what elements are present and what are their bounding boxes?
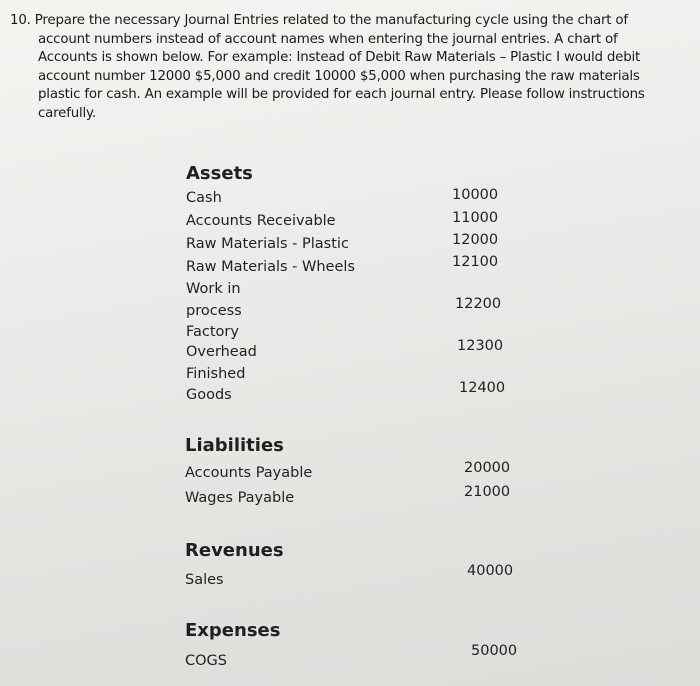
assets-heading: Assets	[186, 163, 253, 184]
question-line: account numbers instead of account names when entering the journal entries. A chart of	[38, 31, 618, 47]
account-number-cash: 10000	[452, 187, 499, 203]
account-number-cogs: 50000	[471, 643, 518, 659]
account-name-work-in-process-line2: process	[186, 303, 242, 319]
question-text	[10, 12, 690, 124]
question-line: plastic for cash. An example will be provided for each journal entry. Please follow instructions	[38, 87, 645, 103]
expenses-heading: Expenses	[185, 620, 281, 641]
account-name-work-in-process-line1: Work in	[186, 281, 241, 297]
account-name-wages-payable: Wages Payable	[185, 490, 295, 506]
account-name-cogs: COGS	[185, 653, 227, 669]
account-name-sales: Sales	[185, 572, 224, 588]
account-name-factory-overhead-line2: Overhead	[186, 344, 257, 360]
account-name-factory-overhead-line1: Factory	[186, 324, 239, 340]
account-number-work-in-process: 12200	[455, 296, 502, 312]
account-name-raw-materials-wheels: Raw Materials - Wheels	[186, 259, 355, 275]
account-number-raw-materials-plastic: 12000	[452, 232, 499, 248]
account-number-wages-payable: 21000	[464, 484, 511, 500]
account-name-finished-goods-line2: Goods	[186, 387, 232, 403]
liabilities-heading: Liabilities	[185, 435, 284, 456]
account-number-factory-overhead: 12300	[457, 338, 504, 354]
account-name-finished-goods-line1: Finished	[186, 366, 246, 382]
account-number-accounts-receivable: 11000	[452, 210, 499, 226]
question-line: 10. Prepare the necessary Journal Entries related to the manufacturing cycle using the chart of	[10, 13, 628, 28]
account-number-sales: 40000	[467, 563, 514, 579]
revenues-heading: Revenues	[185, 540, 284, 561]
account-name-raw-materials-plastic: Raw Materials - Plastic	[186, 236, 349, 252]
account-number-accounts-payable: 20000	[464, 460, 511, 476]
question-line: Accounts is shown below. For example: Instead of Debit Raw Materials – Plastic I would debit	[38, 50, 641, 66]
account-number-finished-goods: 12400	[459, 380, 506, 396]
question-line: carefully.	[38, 105, 96, 121]
question-line: account number 12000 $5,000 and credit 10000 $5,000 when purchasing the raw materials	[38, 68, 640, 84]
account-name-cash: Cash	[186, 190, 222, 206]
account-name-accounts-receivable: Accounts Receivable	[186, 213, 336, 229]
account-number-raw-materials-wheels: 12100	[452, 254, 499, 270]
account-name-accounts-payable: Accounts Payable	[185, 465, 313, 481]
